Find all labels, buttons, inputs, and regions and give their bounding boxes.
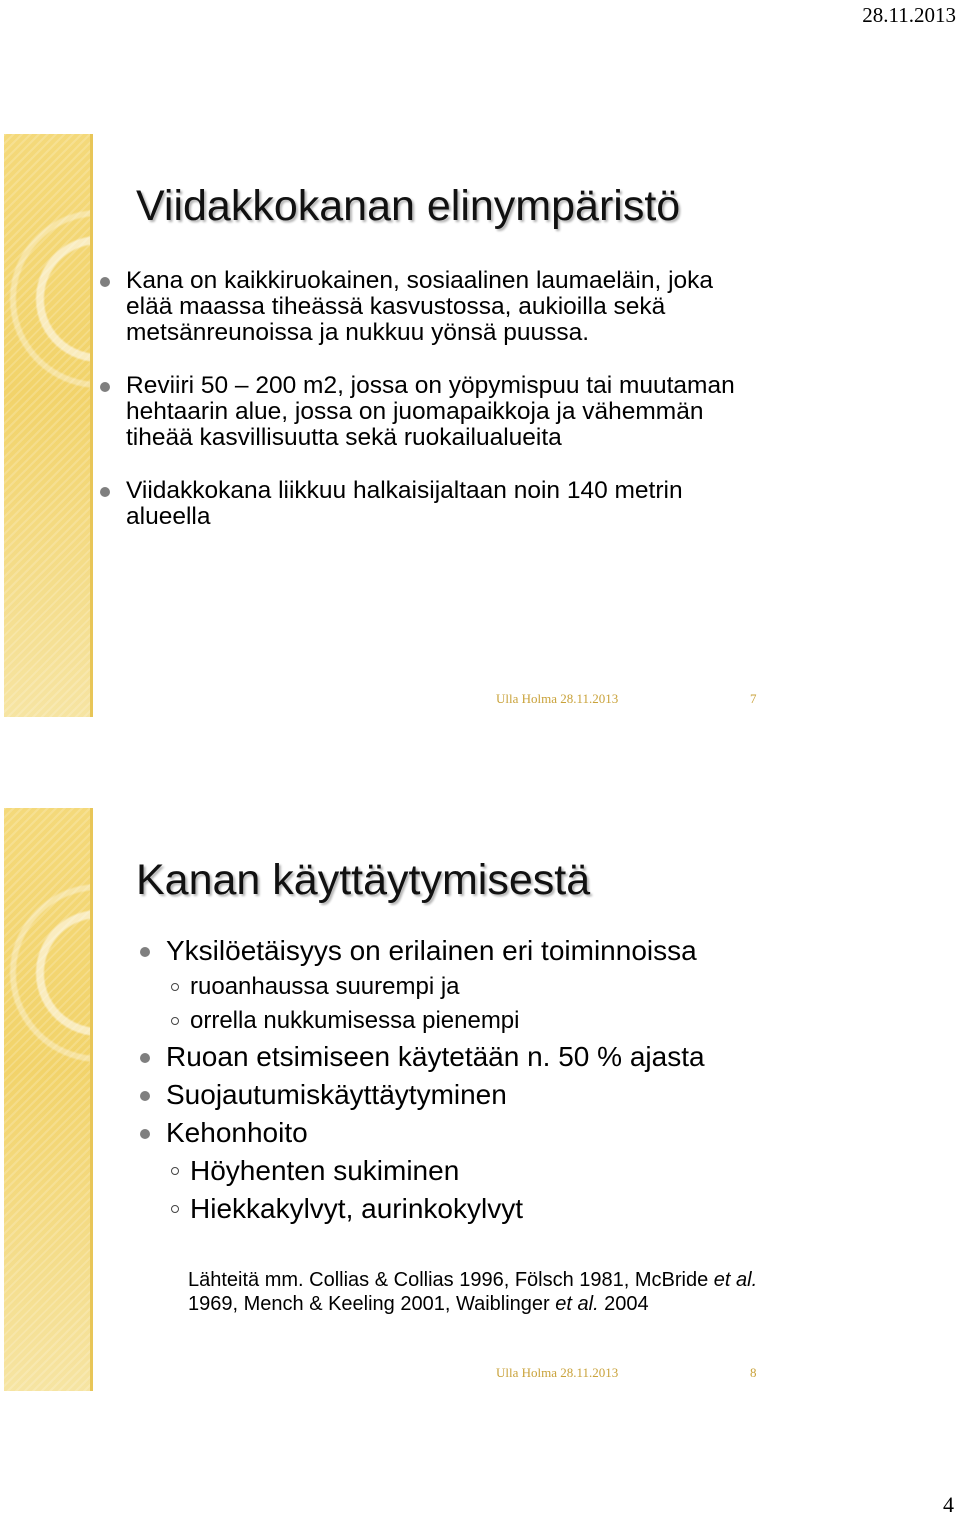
slide-number: 7	[750, 691, 757, 706]
bullet-item: Ruoan etsimiseen käytetään n. 50 % ajasta	[140, 1041, 770, 1073]
stripe-edge	[90, 134, 93, 717]
bullet-list	[140, 935, 770, 1231]
sources-part: Lähteitä mm. Collias & Collias 1996, Fölsch 1981, McBride	[188, 1269, 714, 1291]
slide-footer: Ulla Holma 28.11.2013	[496, 1365, 619, 1380]
bullet-item: Reviiri 50 – 200 m2, jossa on yöpymispuu tai muutaman hehtaarin alue, jossa on juomapaikkoja ja vähemmän tiheää kasvillisuutta sekä ruokailualueita	[100, 373, 760, 451]
slide-7	[4, 134, 780, 717]
bullet-item: Suojautumiskäyttäytyminen	[140, 1079, 770, 1111]
slide-number: 8	[750, 1365, 757, 1380]
bullet-item: Viidakkokana liikkuu halkaisijaltaan noin 140 metrin alueella	[100, 478, 760, 530]
sources-part: 2004	[598, 1293, 649, 1315]
sub-bullet-item: orrella nukkumisessa pienempi	[140, 1007, 770, 1035]
sub-bullet-item: ruoanhaussa suurempi ja	[140, 973, 770, 1001]
decorative-stripe	[4, 808, 90, 1391]
sources-part: 1969, Mench & Keeling 2001, Waiblinger	[188, 1293, 556, 1315]
sub-bullet-item: Hiekkakylvyt, aurinkokylvyt	[140, 1193, 770, 1225]
page-date: 28.11.2013	[862, 3, 956, 27]
stripe-edge	[90, 808, 93, 1391]
sources-text	[188, 1268, 768, 1316]
et-al: et al.	[555, 1293, 599, 1315]
slide-8	[4, 808, 780, 1391]
et-al: et al.	[713, 1269, 758, 1291]
slide-title: Kanan käyttäytymisestä	[136, 856, 591, 904]
slide-footer: Ulla Holma 28.11.2013	[496, 691, 619, 706]
page-number: 4	[943, 1492, 954, 1517]
slide-title: Viidakkokanan elinympäristö	[136, 182, 681, 230]
bullet-item: Kehonhoito	[140, 1117, 770, 1149]
sub-bullet-item: Höyhenten sukiminen	[140, 1155, 770, 1187]
bullet-item: Kana on kaikkiruokainen, sosiaalinen laumaeläin, joka elää maassa tiheässä kasvustossa, aukioilla sekä metsänreunoissa ja nukkuu yönsä puussa.	[100, 268, 760, 346]
bullet-item: Yksilöetäisyys on erilainen eri toiminnoissa	[140, 935, 770, 967]
bullet-list	[100, 268, 760, 557]
decorative-stripe	[4, 134, 90, 717]
